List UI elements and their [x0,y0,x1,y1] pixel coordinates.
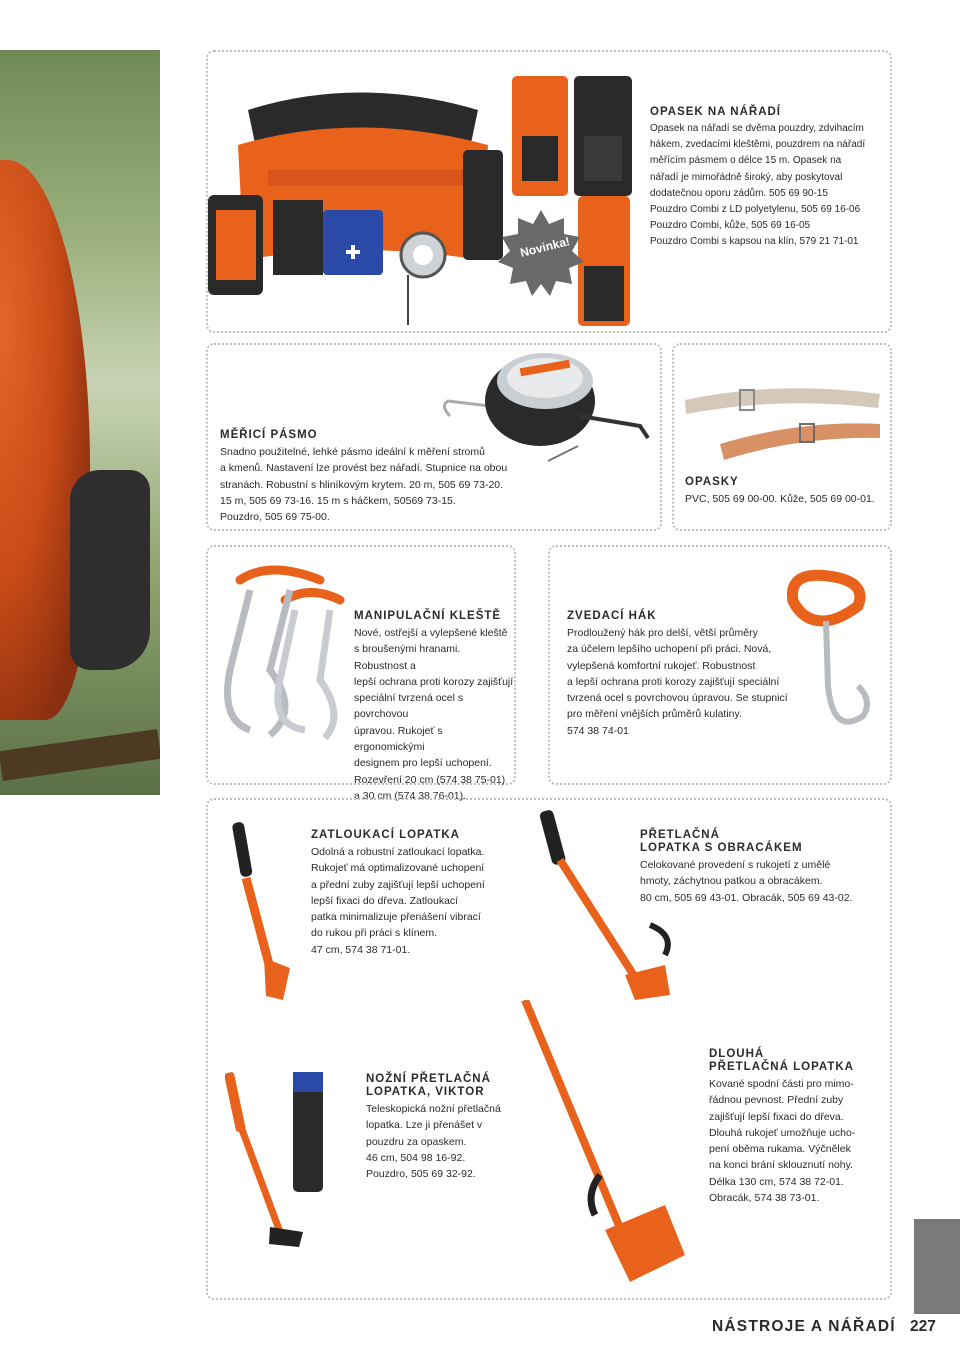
belts-description: PVC, 505 69 00-00. Kůže, 505 69 00-01. [685,493,875,505]
foot-lever-image [225,1072,335,1252]
long-lever-title-1: DLOUHÁ [709,1048,765,1060]
tool-belt-description: Opasek na nářadí se dvěma pouzdry, zdvihacím hákem, zvedacími kleštěmi, pouzdrem na nářadí měřícím pásmem o délce 15 m. Opasek na nářadí je mimořádně široký, aby poskytoval dodatečnou oporu zádům. 505 69 90-15 Pouzdro Combi z LD polyetylenu, 505 69 16-06 Pouzdro Combi, kůže, 505 69 16-05 Pouzdro Combi s kapsou na klín, 579 21 71-01 [650,123,866,248]
tree-branch [0,729,160,781]
felling-lever-description: Odolná a robustní zatloukací lopatka. Rukojeť má optimalizované uchopení a přední zuby zajišťují lepší uchopení lepší fixaci do dřeva. Zatloukací patka minimalizuje přenášení vibrací do rukou při práci s klínem. 47 cm, 574 38 71-01. [311,846,485,956]
section-title: NÁSTROJE A NÁŘADÍ [712,1318,896,1335]
foot-lever-description: Teleskopická nožní přetlačná lopatka. Lze ji přenášet v pouzdru za opaskem. 46 cm, 504 98 16-92. Pouzdro, 505 69 32-92. [366,1103,501,1181]
new-badge-label: Novinka! [518,234,572,260]
tool-belt-title: OPASEK NA NÁŘADÍ [650,106,782,118]
long-lever-title-2: PŘETLAČNÁ LOPATKA [709,1061,854,1073]
worker-glove [70,470,150,670]
long-lever-description: Kované spodní části pro mimo- řádnou pevnost. Přední zuby zajišťují lepší fixaci do dřeva. Dlouhá rukojeť umožňuje ucho- pení oběma rukama. Výčnělek na konci brání sklouznutí nohy. Délka 130 cm, 574 38 72-01. Obracák, 574 38 73-01. [709,1078,856,1205]
belts-title: OPASKY [685,476,739,488]
section-tab [914,1219,960,1314]
felling-lever-image [228,818,298,1003]
felling-lever-title: ZATLOUKACÍ LOPATKA [311,829,460,841]
tongs-image [210,560,350,750]
belts-image [680,372,885,467]
measuring-tape-description: Snadno použitelné, lehké pásmo ideální k měření stromů a kmenů. Nastavení lze provést bez nářadí. Stupnice na obou stranách. Robustní s hliníkovým krytem. 20 m, 505 69 73-20. 15 m, 505 69 73-16. 15 m s háčkem, 50569 73-15. Pouzdro, 505 69 75-00. [220,446,508,524]
foot-lever-title-1: NOŽNÍ PŘETLAČNÁ [366,1073,491,1085]
lifting-hook-title: ZVEDACÍ HÁK [567,610,657,622]
foot-lever-title-2: LOPATKA, VIKTOR [366,1086,485,1098]
tongs-description: Nové, ostřejší a vylepšené kleště s broušenými hranami. Robustnost a lepší ochrana proti korozy zajišťují speciální tvrzená ocel s povrchovou úpravou. Rukojeť s ergonomickými designem pro lepší uchopení. Rozevření 20 cm (574 38 75-01) a 30 cm (574 38 76-01). [354,627,514,802]
tool-belt-image [208,70,508,330]
breaking-bar-hook-description: Celokované provedení s rukojetí z umělé hmoty, záchytnou patkou a obracákem. 80 cm, 505 69 43-01. Obracák, 505 69 43-02. [640,859,853,904]
breaking-bar-hook-title-2: LOPATKA S OBRACÁKEM [640,842,803,854]
long-lever-image [505,1000,705,1290]
forestry-worker-photo [0,50,160,795]
tongs-title: MANIPULAČNÍ KLEŠTĚ [354,610,502,622]
breaking-bar-hook-title-1: PŘETLAČNÁ [640,829,720,841]
measuring-tape-title: MĚŘICÍ PÁSMO [220,429,318,441]
page-number: 227 [910,1318,936,1335]
lifting-hook-description: Prodloužený hák pro delší, větší průměry za účelem lepšího uchopení při práci. Nová, vylepšená komfortní rukojeť. Robustnost a lepší ochrana proti korozy zajišťují speciální tvrzená ocel s povrchovou úpravou. Se stupnicí pro měření vnějších průměrů kulatiny. 574 38 74-01 [567,627,788,737]
